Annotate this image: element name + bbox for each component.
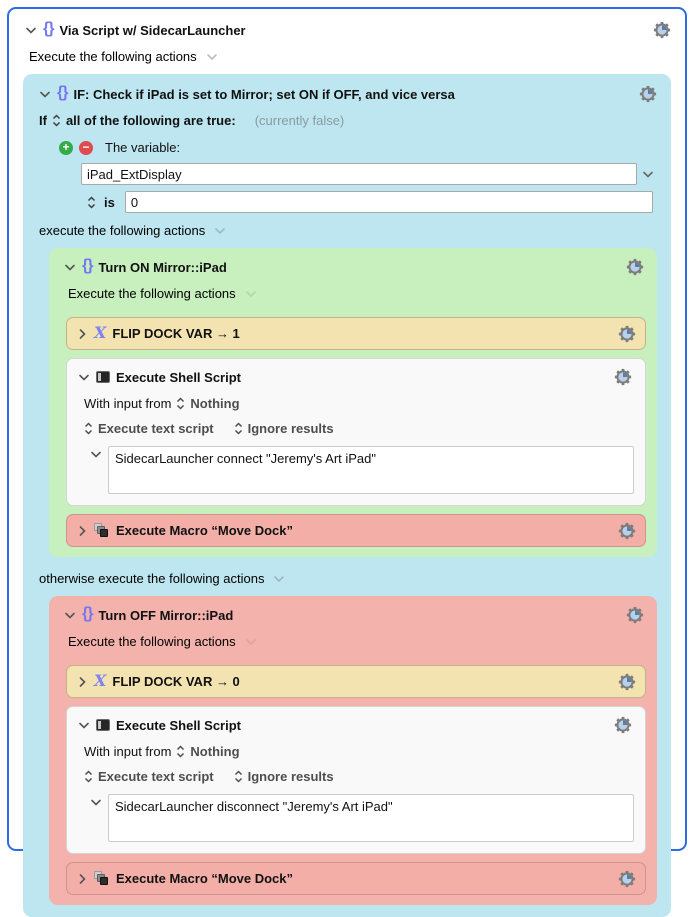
if-action-block <box>23 74 671 917</box>
condition-variable-row <box>33 132 661 159</box>
if-action-title: IF: Check if iPad is set to Mirror; set ON if OFF, and vice versa <box>73 86 455 102</box>
group-braces-icon: {} <box>57 84 68 101</box>
action-gear-button[interactable] <box>626 606 644 624</box>
group-braces-icon: {} <box>82 257 93 274</box>
shell-script-header <box>76 366 636 388</box>
else-group-title: Turn OFF Mirror::iPad <box>98 607 234 623</box>
if-header <box>33 83 661 105</box>
stepper-icon[interactable] <box>52 114 61 127</box>
stepper-icon[interactable] <box>84 770 93 783</box>
script-mode-value[interactable]: Execute text script <box>98 421 214 436</box>
stepper-icon[interactable] <box>234 770 243 783</box>
chevron-down-icon <box>246 291 256 297</box>
stepper-icon[interactable] <box>84 422 93 435</box>
condition-match-label[interactable]: all of the following are true: <box>65 113 236 128</box>
chevron-down-icon[interactable] <box>90 799 102 806</box>
script-text-row <box>76 438 636 494</box>
shell-input-line <box>76 736 636 761</box>
shell-script-header <box>76 714 636 736</box>
shell-input-line <box>76 388 636 413</box>
variable-dropdown-icon[interactable] <box>643 171 653 178</box>
action-gear-button[interactable] <box>639 85 657 103</box>
terminal-icon <box>96 719 110 731</box>
group-braces-icon: {} <box>82 605 93 622</box>
shell-script-title: Execute Shell Script <box>116 369 241 385</box>
execute-macro-title: Execute Macro “Move Dock” <box>116 871 294 886</box>
chevron-down-icon[interactable] <box>78 722 90 729</box>
condition-status-label: (currently false) <box>254 113 345 128</box>
layered-squares-icon <box>94 523 110 538</box>
chevron-down-icon <box>246 639 256 645</box>
else-group-block <box>49 596 657 905</box>
stepper-icon[interactable] <box>176 397 185 410</box>
execute-macro-action[interactable] <box>66 862 646 895</box>
action-gear-button[interactable] <box>626 258 644 276</box>
else-group-header <box>58 604 648 626</box>
shell-script-title: Execute Shell Script <box>116 717 241 733</box>
outer-group-header <box>19 19 675 41</box>
chevron-right-icon[interactable] <box>76 677 88 687</box>
execute-macro-title: Execute Macro “Move Dock” <box>116 523 294 538</box>
execute-actions-label[interactable]: Execute the following actions <box>19 41 675 72</box>
shell-script-action <box>66 706 646 854</box>
script-x-icon: X <box>94 322 107 342</box>
chevron-down-icon[interactable] <box>25 27 37 34</box>
chevron-right-icon[interactable] <box>76 329 88 339</box>
shell-script-action <box>66 358 646 506</box>
script-x-icon: X <box>94 670 107 690</box>
input-from-label: With input from <box>84 396 172 411</box>
input-source-value[interactable]: Nothing <box>190 396 240 411</box>
then-group-block <box>49 248 657 557</box>
action-gear-button[interactable] <box>618 522 636 540</box>
script-mode-value[interactable]: Execute text script <box>98 769 214 784</box>
then-group-execute-label[interactable]: Execute the following actions <box>58 278 648 309</box>
action-gear-button[interactable] <box>653 21 671 39</box>
input-source-value[interactable]: Nothing <box>190 744 240 759</box>
action-gear-button[interactable] <box>614 716 632 734</box>
otherwise-execute-label[interactable]: otherwise execute the following actions <box>33 557 661 594</box>
layered-squares-icon <box>94 871 110 886</box>
then-group-header <box>58 256 648 278</box>
execute-macro-action[interactable] <box>66 514 646 547</box>
then-execute-label[interactable]: execute the following actions <box>33 215 661 246</box>
if-condition-line <box>33 105 661 132</box>
then-group-title: Turn ON Mirror::iPad <box>98 259 227 275</box>
shell-script-text-input[interactable] <box>108 446 634 494</box>
chevron-right-icon[interactable] <box>76 526 88 536</box>
chevron-down-icon <box>274 576 284 582</box>
set-variable-title: FLIP DOCK VAR → 1 <box>112 326 240 341</box>
comparison-value-input[interactable] <box>125 191 653 213</box>
shell-mode-line <box>76 413 636 438</box>
macro-group-via-script <box>7 7 687 886</box>
add-condition-button[interactable]: + <box>59 141 73 155</box>
set-variable-title: FLIP DOCK VAR → 0 <box>112 674 240 689</box>
operator-field-row <box>33 187 661 215</box>
variable-label[interactable]: The variable: <box>105 140 181 155</box>
set-variable-action[interactable] <box>66 665 646 698</box>
chevron-down-icon[interactable] <box>64 264 76 271</box>
stepper-icon[interactable] <box>176 745 185 758</box>
results-mode-value[interactable]: Ignore results <box>247 421 334 436</box>
shell-script-text-input[interactable] <box>108 794 634 842</box>
action-gear-button[interactable] <box>618 673 636 691</box>
operator-label[interactable]: is <box>104 194 115 210</box>
terminal-icon <box>96 371 110 383</box>
action-gear-button[interactable] <box>618 325 636 343</box>
chevron-down-icon[interactable] <box>39 91 51 98</box>
variable-name-input[interactable] <box>81 163 637 185</box>
chevron-down-icon[interactable] <box>78 374 90 381</box>
action-gear-button[interactable] <box>618 870 636 888</box>
outer-group-title: Via Script w/ SidecarLauncher <box>59 22 246 38</box>
group-braces-icon: {} <box>43 20 54 37</box>
input-from-label: With input from <box>84 744 172 759</box>
else-group-execute-label[interactable]: Execute the following actions <box>58 626 648 657</box>
chevron-right-icon[interactable] <box>76 874 88 884</box>
set-variable-action[interactable] <box>66 317 646 350</box>
chevron-down-icon <box>207 54 217 60</box>
chevron-down-icon[interactable] <box>90 451 102 458</box>
stepper-icon[interactable] <box>87 196 96 209</box>
if-prefix-label: If <box>39 113 47 128</box>
script-text-row <box>76 786 636 842</box>
action-gear-button[interactable] <box>614 368 632 386</box>
variable-field-row <box>33 159 661 187</box>
shell-mode-line <box>76 761 636 786</box>
chevron-down-icon[interactable] <box>64 612 76 619</box>
results-mode-value[interactable]: Ignore results <box>247 769 334 784</box>
remove-condition-button[interactable]: − <box>79 141 93 155</box>
stepper-icon[interactable] <box>234 422 243 435</box>
chevron-down-icon <box>215 228 225 234</box>
